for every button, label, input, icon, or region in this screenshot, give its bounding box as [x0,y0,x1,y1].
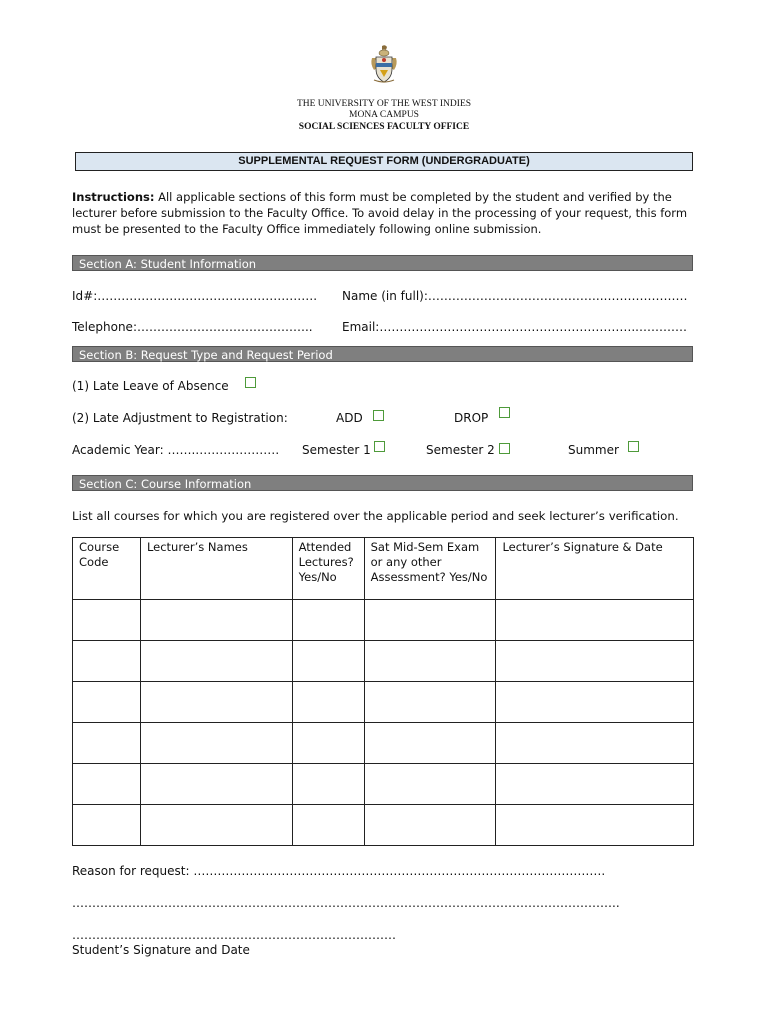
reason-field[interactable]: Reason for request: …………………………………………………………………………………………. [72,864,606,878]
table-row [73,805,694,846]
table-cell[interactable] [364,600,496,641]
table-cell[interactable] [364,723,496,764]
late-leave-label: (1) Late Leave of Absence [72,379,229,393]
table-cell[interactable] [496,600,694,641]
telephone-field[interactable]: Telephone:…………………………………….. [72,320,313,334]
table-cell[interactable] [364,764,496,805]
semester1-label: Semester 1 [302,443,371,457]
summer-label: Summer [568,443,619,457]
table-cell[interactable] [140,682,292,723]
table-cell[interactable] [496,764,694,805]
table-row [73,600,694,641]
table-header-row [73,538,694,600]
late-leave-checkbox[interactable] [245,377,256,388]
semester2-checkbox[interactable] [499,443,510,454]
course-table [72,537,694,846]
add-checkbox[interactable] [373,410,384,421]
add-label: ADD [336,411,363,425]
table-cell[interactable] [292,641,364,682]
table-cell[interactable] [140,723,292,764]
table-cell[interactable] [292,723,364,764]
id-field[interactable]: Id#:………………………………………………. [72,289,318,303]
table-cell[interactable] [496,723,694,764]
table-cell[interactable] [73,682,141,723]
email-field[interactable]: Email:………………………………………………………..………… [342,320,687,334]
table-cell[interactable] [292,682,364,723]
section-a-header: Section A: Student Information [72,255,693,271]
table-row [73,764,694,805]
table-cell[interactable] [292,764,364,805]
section-b-header: Section B: Request Type and Request Period [72,346,693,362]
late-adjustment-label: (2) Late Adjustment to Registration: [72,411,288,425]
table-cell[interactable] [364,682,496,723]
university-name: THE UNIVERSITY OF THE WEST INDIES [296,99,472,109]
table-cell[interactable] [496,805,694,846]
instructions-text: All applicable sections of this form must be completed by the student and verified by the lecturer before submission to the Faculty Office. To avoid delay in the processing of your request, this form must be presented to the Faculty Office immediately following online submission. [72,190,688,236]
course-instructions: List all courses for which you are registered over the applicable period and seek lecturer’s verification. [72,509,679,523]
table-cell[interactable] [496,682,694,723]
academic-year-field[interactable]: Academic Year: …….………………… [72,443,280,457]
campus-name: MONA CAMPUS [349,110,419,120]
table-cell[interactable] [364,641,496,682]
table-cell[interactable] [73,805,141,846]
instructions [72,189,694,237]
section-c-header: Section C: Course Information [72,475,693,491]
semester1-checkbox[interactable] [374,441,385,452]
table-cell[interactable] [73,764,141,805]
col-sat-exam: Sat Mid-Sem Exam or any other Assessment? Yes/No [364,538,496,600]
table-cell[interactable] [140,764,292,805]
table-cell[interactable] [364,805,496,846]
form-title: SUPPLEMENTAL REQUEST FORM (UNDERGRADUATE) [75,152,693,171]
table-cell[interactable] [496,641,694,682]
table-row [73,723,694,764]
signature-label: Student’s Signature and Date [72,943,250,957]
reason-continuation-field[interactable]: ……………………………………………………………………………………………………………………….. [72,896,620,910]
name-field[interactable]: Name (in full):……………………………………..………………… [342,289,688,303]
table-cell[interactable] [73,723,141,764]
col-course-code: Course Code [73,538,141,600]
table-row [73,641,694,682]
table-cell[interactable] [140,805,292,846]
col-attended-lectures: Attended Lectures? Yes/No [292,538,364,600]
semester2-label: Semester 2 [426,443,495,457]
table-cell[interactable] [73,641,141,682]
signature-line[interactable]: ……………………………………………………………………… [72,928,396,942]
table-cell[interactable] [140,641,292,682]
university-crest-logo [368,44,400,84]
table-cell[interactable] [292,805,364,846]
faculty-office: SOCIAL SCIENCES FACULTY OFFICE [298,122,470,132]
instructions-label: Instructions: [72,190,155,204]
table-cell[interactable] [73,600,141,641]
summer-checkbox[interactable] [628,441,639,452]
drop-checkbox[interactable] [499,407,510,418]
table-cell[interactable] [140,600,292,641]
table-row [73,682,694,723]
col-lecturer-signature: Lecturer’s Signature & Date [496,538,694,600]
drop-label: DROP [454,411,489,425]
table-cell[interactable] [292,600,364,641]
col-lecturer-names: Lecturer’s Names [140,538,292,600]
